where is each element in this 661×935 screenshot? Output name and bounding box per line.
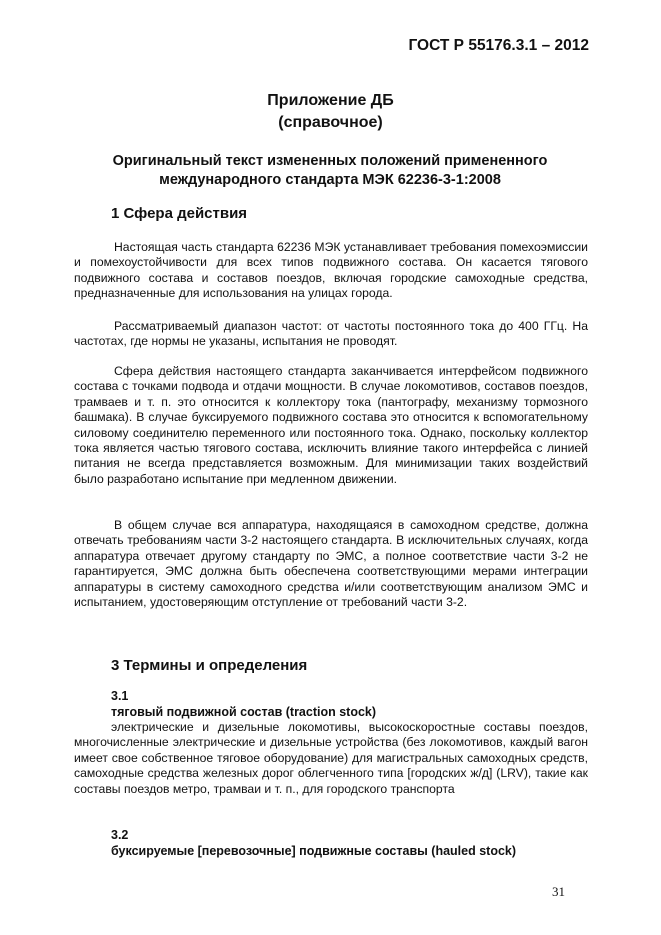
appendix-title: Приложение ДБ (267, 92, 394, 109)
paragraph: В общем случае вся аппаратура, находящаяся в самоходном средстве, должна отвечать требованиям части 3-2 настоящего стандарта. В исключительных случаях, когда аппаратура отвечает другому стандарту по ЭМС, а полное соответствие части 3-2 не гарантируется, ЭМС должна быть обеспечена соответствующими мерами интеграции аппаратуры в систему самоходного средства и/или соответствующим анализом ЭМС и испытанием, удостоверяющим отступление от требований части 3-2. (74, 518, 588, 610)
term-number: 3.2 (111, 828, 129, 842)
document-code: ГОСТ Р 55176.3.1 – 2012 (408, 37, 589, 54)
term-name: тяговый подвижной состав (traction stock) (111, 705, 377, 719)
term-name: буксируемые [перевозочные] подвижные составы (hauled stock) (111, 844, 517, 858)
section-heading-scope: 1 Сфера действия (111, 205, 248, 222)
term-definition: электрические и дизельные локомотивы, высокоскоростные составы поездов, многочисленные электрические и дизельные устройства (без локомотивов, каждый вагон имеет свое собственное тяговое оборудование) для магистральных самоходных средств, самоходные средства железных дорог облегченного типа [городских ж/д] (LRV), такие как составы поездов метро, трамваи и т. п., для городского транспорта (74, 720, 588, 796)
appendix-subtitle-line1: Оригинальный текст измененных положений примененного (112, 153, 548, 169)
page-number: 31 (552, 884, 565, 899)
section-heading-terms: 3 Термины и определения (111, 657, 308, 674)
paragraph: Сфера действия настоящего стандарта заканчивается интерфейсом подвижного состава с точками подвода и отдачи мощности. В случае локомотивов, составов поездов, трамваев и т. п. это относится к коллектору тока (пантографу, механизму тормозного башмака). В случае буксируемого подвижного состава это относится к вспомогательному силовому соединителю переменного или постоянного тока. Однако, поскольку коллектор тока является частью тягового состава, исключить влияние такого интерфейса с линией питания не всегда представляется возможным. Для минимизации таких воздействий было разработано испытание при медленном движении. (74, 364, 588, 486)
term-number: 3.1 (111, 689, 129, 703)
appendix-kind: (справочное) (278, 114, 383, 131)
appendix-subtitle-line2: международного стандарта МЭК 62236-3-1:2008 (159, 172, 501, 188)
paragraph: Рассматриваемый диапазон частот: от частоты постоянного тока до 400 ГГц. На частотах, где нормы не указаны, испытания не проводят. (74, 319, 588, 349)
paragraph: Настоящая часть стандарта 62236 МЭК устанавливает требования помехоэмиссии и помехоустойчивости для всех типов подвижного состава. Он касается тягового подвижного состава и составов поездов, включая городские самоходные средства, предназначенные для использования на улицах города. (74, 240, 588, 301)
